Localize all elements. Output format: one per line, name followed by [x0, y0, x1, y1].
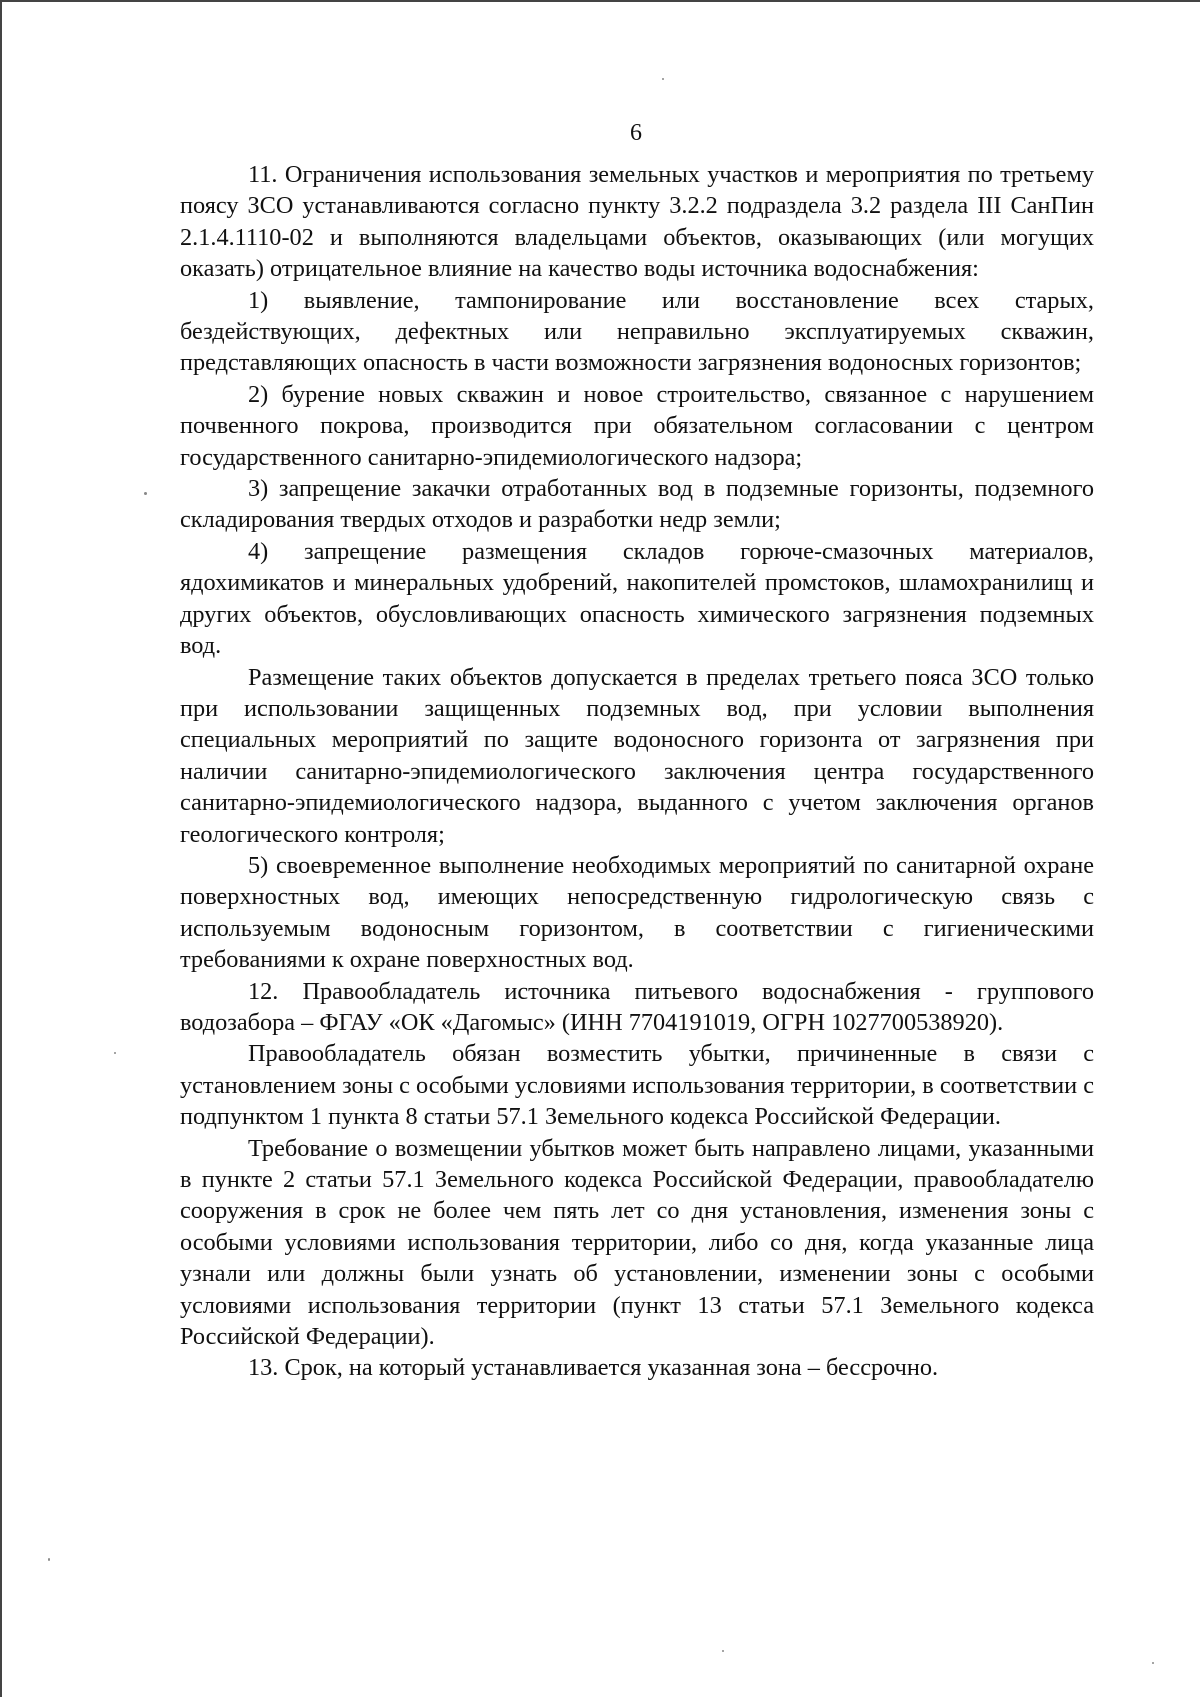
paragraph-13: 13. Срок, на который устанавливается указанная зона – бессрочно.	[248, 1354, 939, 1382]
scan-speck	[662, 78, 664, 80]
scan-speck	[144, 492, 147, 495]
paragraph-item-4: 4) запрещение размещения складов горюче-смазочных материалов, ядохимикатов и минеральных удобрений, накопителей промстоков, шламохранилищ и других объектов, обусловливающих опасность химического загрязнения подземных вод.	[180, 537, 1094, 660]
paragraph-item-3: 3) запрещение закачки отработанных вод в подземные горизонты, подземного складирования твердых отходов и разработки недр земли;	[180, 475, 1094, 534]
scan-speck	[722, 1650, 724, 1652]
document-body	[180, 159, 1094, 1384]
paragraph-12: 12. Правообладатель источника питьевого водоснабжения - группового водозабора – ФГАУ «ОК «Дагомыс» (ИНН 7704191019, ОГРН 1027700538920).	[180, 977, 1094, 1036]
paragraph-item-2: 2) бурение новых скважин и новое строительство, связанное с нарушением почвенного покрова, производится при обязательном согласовании с центром государственного санитарно-эпидемиологического надзора;	[180, 380, 1094, 471]
paragraph-placement: Размещение таких объектов допускается в пределах третьего пояса ЗСО только при использовании защищенных подземных вод, при условии выполнения специальных мероприятий по защите водоносного горизонта от загрязнения при наличии санитарно-эпидемиологического заключения центра государственного санитарно-эпидемиологического надзора, выданного с учетом заключения органов геологического контроля;	[180, 663, 1094, 848]
scan-speck	[114, 1052, 116, 1054]
scan-speck	[1152, 1662, 1154, 1664]
page-number: 6	[630, 120, 642, 146]
scan-speck	[48, 1558, 50, 1561]
paragraph-claim: Требование о возмещении убытков может быть направлено лицами, указанными в пункте 2 статьи 57.1 Земельного кодекса Российской Федерации, правообладателю сооружения в срок не более чем пять лет со дня установления, изменения зоны с особыми условиями использования территории, либо со дня, когда указанные лица узнали или должны были узнать об установлении, изменении зоны с особыми условиями использования территории (пункт 13 статьи 57.1 Земельного кодекса Российской Федерации).	[180, 1134, 1094, 1351]
paragraph-item-5: 5) своевременное выполнение необходимых мероприятий по санитарной охране поверхностных вод, имеющих непосредственную гидрологическую связь с используемым водоносным горизонтом, в соответствии с гигиеническими требованиями к охране поверхностных вод.	[180, 851, 1094, 974]
paragraph-item-1: 1) выявление, тампонирование или восстановление всех старых, бездействующих, дефектных или неправильно эксплуатируемых скважин, представляющих опасность в части возможности загрязнения водоносных горизонтов;	[180, 286, 1094, 377]
paragraph-compensation: Правообладатель обязан возместить убытки, причиненные в связи с установлением зоны с особыми условиями использования территории, в соответствии с подпунктом 1 пункта 8 статьи 57.1 Земельного кодекса Российской Федерации.	[180, 1040, 1094, 1131]
paragraph-11: 11. Ограничения использования земельных участков и мероприятия по третьему поясу ЗСО устанавливаются согласно пункту 3.2.2 подраздела 3.2 раздела III СанПин 2.1.4.1110-02 и выполняются владельцами объектов, оказывающих (или могущих оказать) отрицательное влияние на качество воды источника водоснабжения:	[180, 161, 1094, 283]
